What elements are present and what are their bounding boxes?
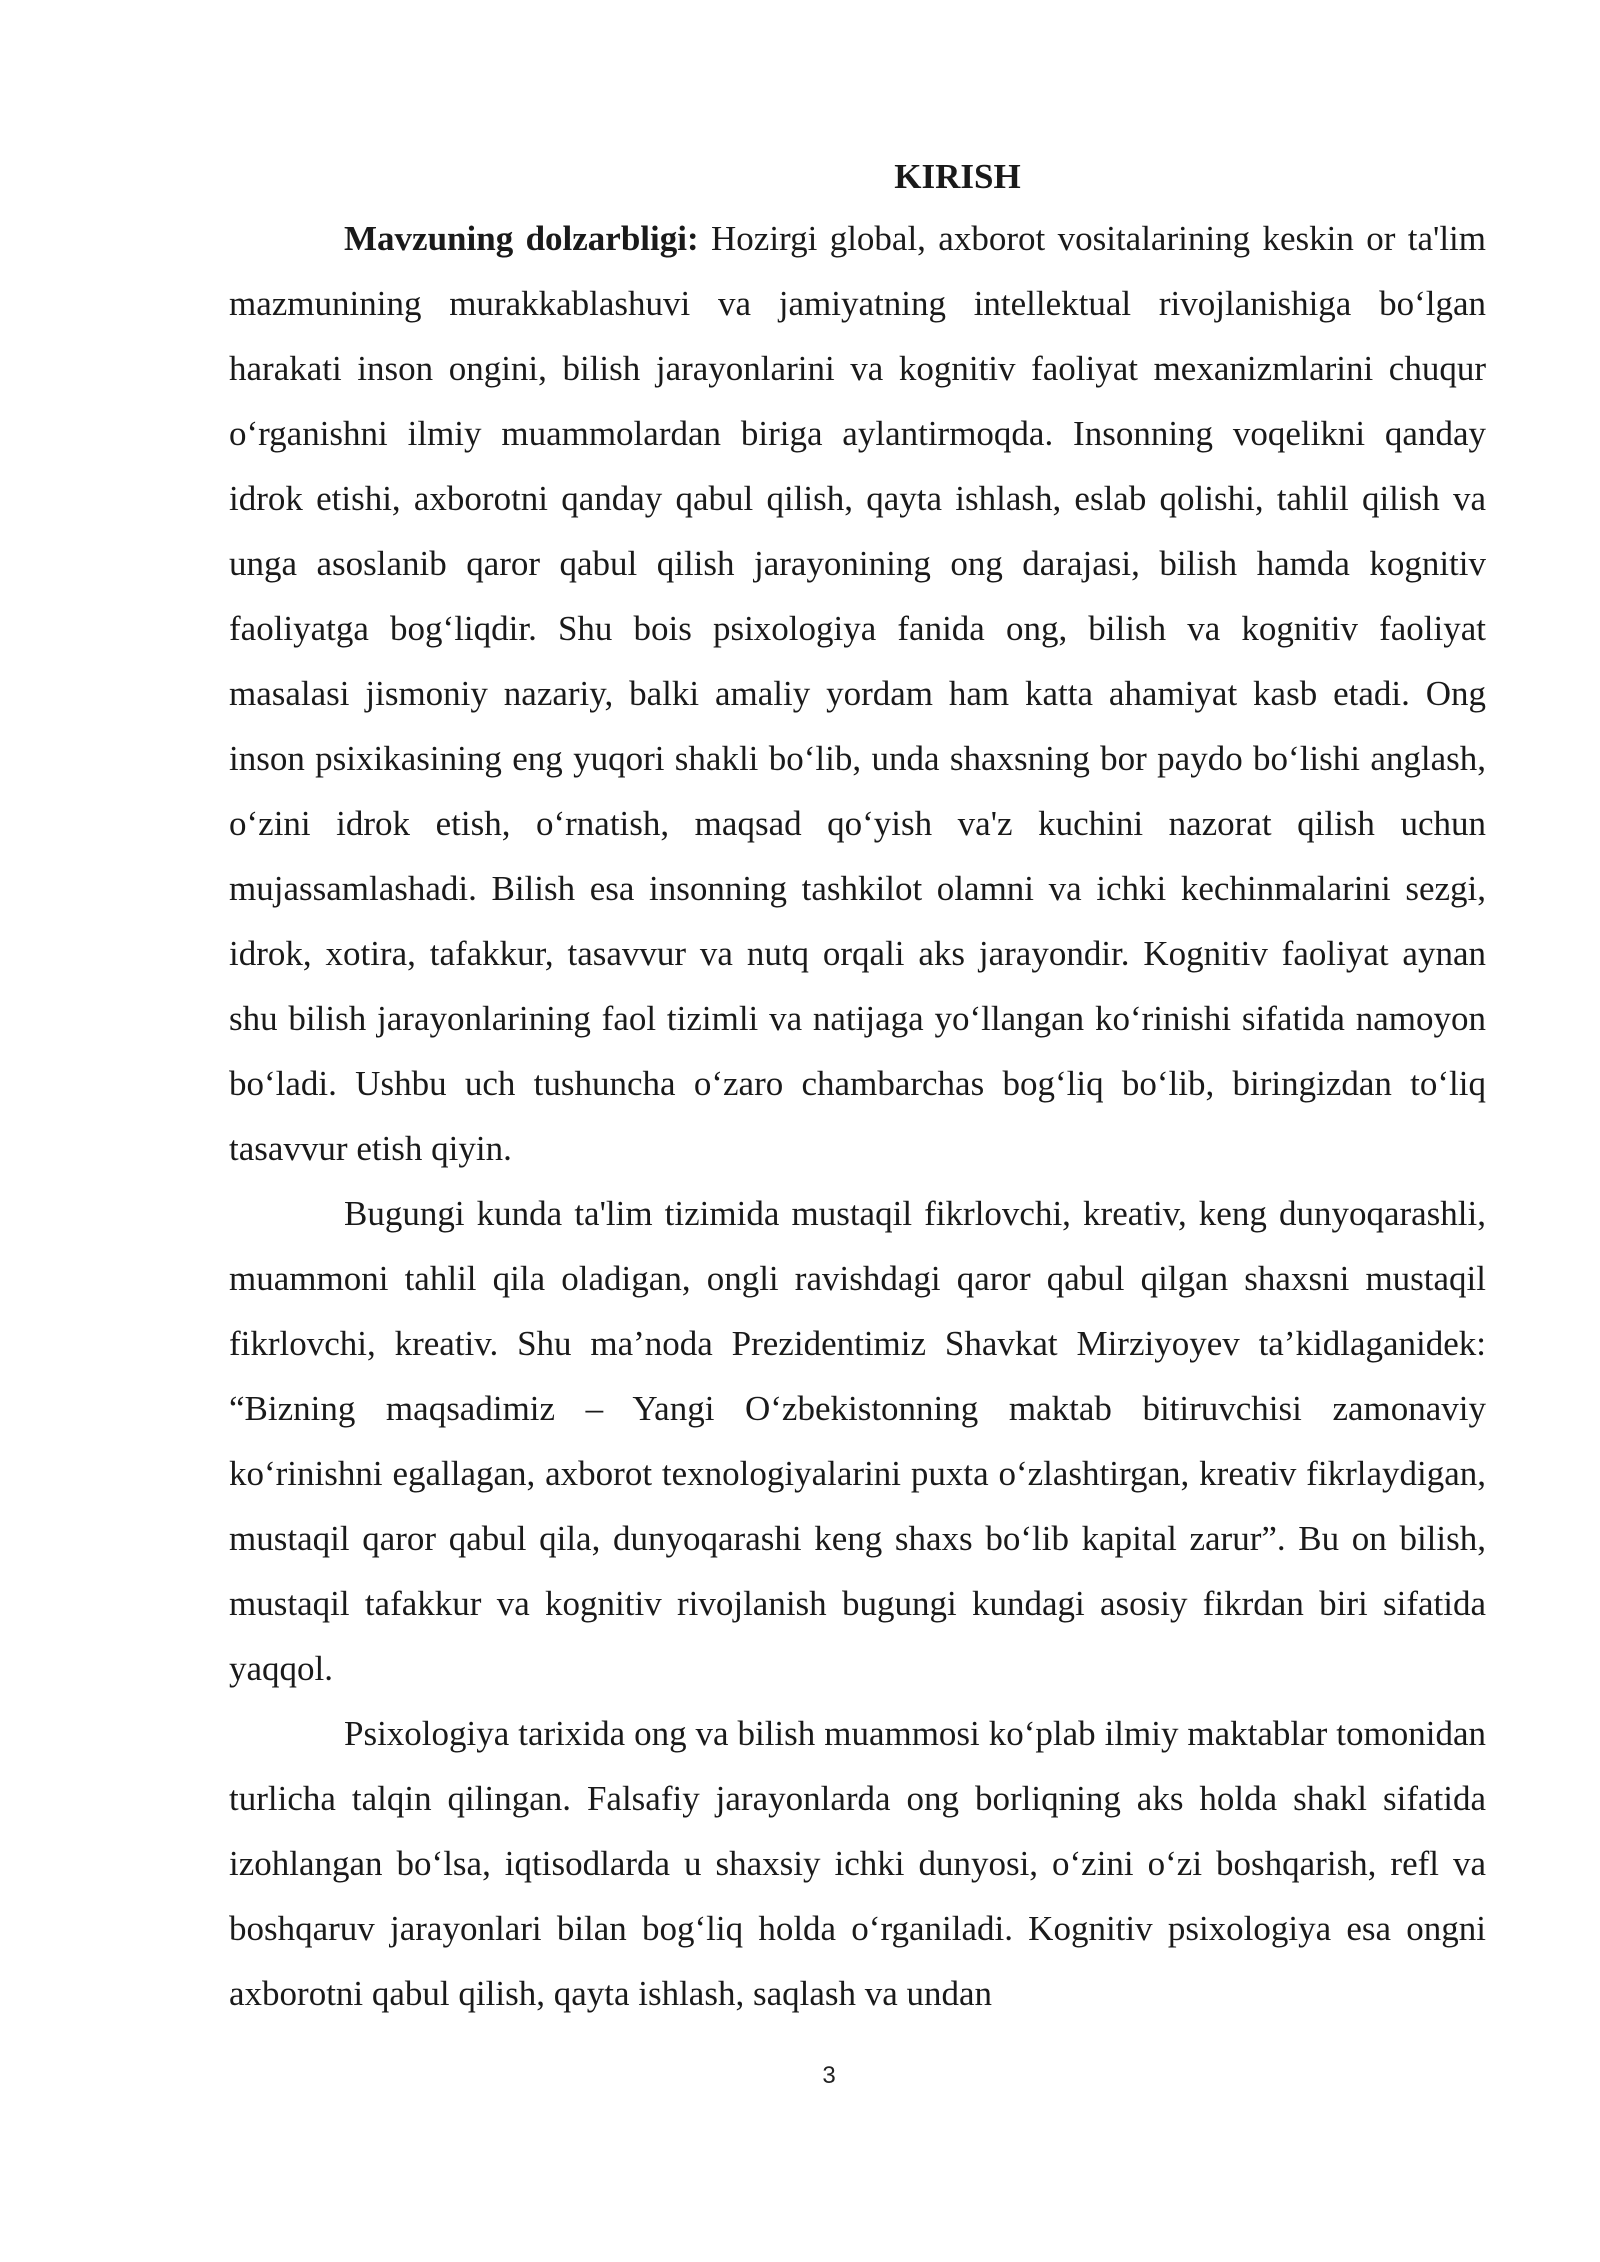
page-number: 3 (822, 2062, 836, 2089)
paragraph-3 (229, 1701, 1486, 2026)
section-heading: KIRISH (894, 157, 1021, 196)
paragraph-text: Psixologiya tarixida ong va bilish muammosi ko‘plab ilmiy maktablar tomonidan turlicha talqin qilingan. Falsafiy jarayonlarda ong borliqning aks holda shakl sifatida izohlangan bo‘lsa, iqtisodlarda u shaxsiy ichki dunyosi, o‘zini o‘zi boshqarish, refl va boshqaruv jarayonlari bilan bog‘liq holda o‘rganiladi. Kognitiv psixologiya esa ongni axborotni qabul qilish, qayta ishlash, saqlash va undan (229, 1714, 1486, 2013)
paragraph-2 (229, 1181, 1486, 1701)
paragraph-text: Hozirgi global, axborot vositalarining keskin or ta'lim mazmunining murakkablashuvi va jamiyatning intellektual rivojlanishiga bo‘lgan harakati inson ongini, bilish jarayonlarini va kognitiv faoliyat mexanizmlarini chuqur o‘rganishni ilmiy muammolardan biriga aylantirmoqda. Insonning voqelikni qanday idrok etishi, axborotni qanday qabul qilish, qayta ishlash, eslab qolishi, tahlil qilish va unga asoslanib qaror qabul qilish jarayonining ong darajasi, bilish hamda kognitiv faoliyatga bog‘liqdir. Shu bois psixologiya fanida ong, bilish va kognitiv faoliyat masalasi jismoniy nazariy, balki amaliy yordam ham katta ahamiyat kasb etadi. Ong inson psixikasining eng yuqori shakli bo‘lib, unda shaxsning bor paydo bo‘lishi anglash, o‘zini idrok etish, o‘rnatish, maqsad qo‘yish va'z kuchini nazorat qilish uchun mujassamlashadi. Bilish esa insonning tashkilot olamni va ichki kechinmalarini sezgi, idrok, xotira, tafakkur, tasavvur va nutq orqali aks jarayondir. Kognitiv faoliyat aynan shu bilish jarayonlarining faol tizimli va natijaga yo‘llangan ko‘rinishi sifatida namoyon bo‘ladi. Ushbu uch tushuncha o‘zaro chambarchas bog‘liq bo‘lib, biringizdan to‘liq tasavvur etish qiyin. (229, 219, 1487, 1168)
paragraph-lead: Mavzuning dolzarbligi: (344, 219, 699, 258)
page-content (229, 148, 1486, 2026)
paragraph-1 (229, 206, 1486, 1181)
paragraph-text: Bugungi kunda ta'lim tizimida mustaqil fikrlovchi, kreativ, keng dunyoqarashli, muammoni tahlil qila oladigan, ongli ravishdagi qaror qabul qilgan shaxsni mustaqil fikrlovchi, kreativ. Shu ma’noda Prezidentimiz Shavkat Mirziyoyev ta’kidlaganidek: “Bizning maqsadimiz – Yangi O‘zbekistonning maktab bitiruvchisi zamonaviy ko‘rinishni egallagan, axborot texnologiyalarini puxta o‘zlashtirgan, kreativ fikrlaydigan, mustaqil qaror qabul qila, dunyoqarashi keng shaxs bo‘lib kapital zarur”. Bu on bilish, mustaqil tafakkur va kognitiv rivojlanish bugungi kundagi asosiy fikrdan biri sifatida yaqqol. (229, 1194, 1486, 1688)
